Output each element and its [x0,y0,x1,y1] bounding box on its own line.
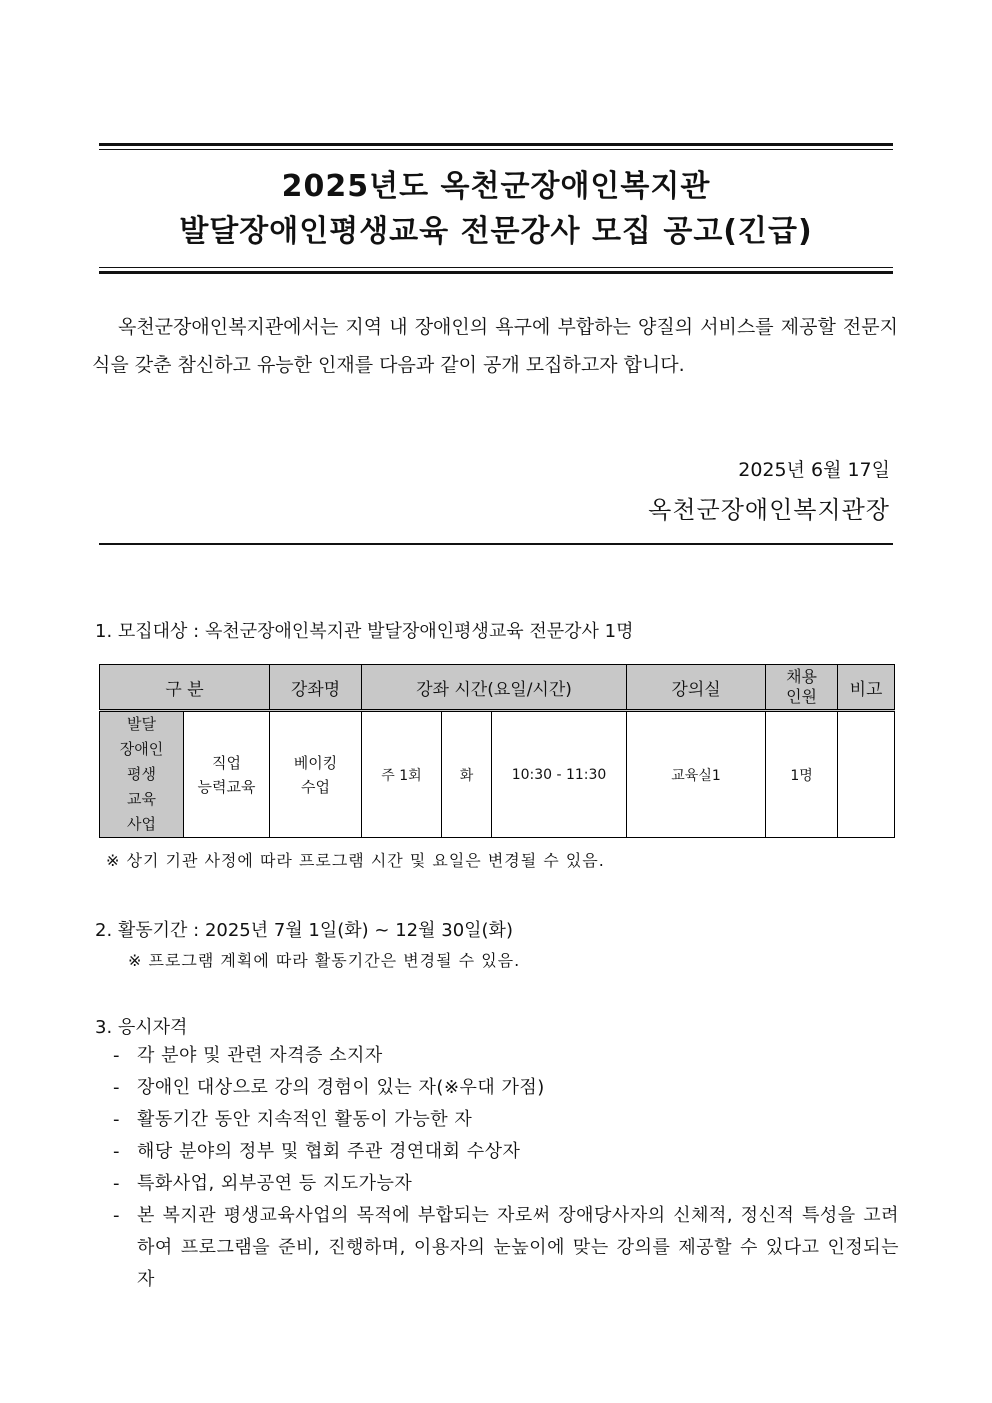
issuer-name: 옥천군장애인복지관장 [648,496,890,524]
cell-course: 베이킹 수업 [270,711,362,838]
header-room: 강의실 [627,665,766,711]
list-item: - 본 복지관 평생교육사업의 목적에 부합되는 자로써 장애당사자의 신체적, 정신적 특성을 고려하여 프로그램을 준비, 진행하며, 이용자의 눈높이에 맞는 강의를 제공할 수 있다고 인정되는 자 [113,1200,899,1296]
cell-frequency: 주 1회 [362,711,442,838]
dash-bullet: - [113,1045,120,1066]
section2-note: ※ 프로그램 계획에 따라 활동기간은 변경될 수 있음. [128,951,521,970]
signature-divider [99,543,893,545]
section2-heading: 2. 활동기간 : 2025년 7월 1일(화) ~ 12월 30일(화) [95,920,513,941]
qualification-list [113,1040,899,1296]
recruitment-table [99,664,895,838]
dash-bullet: - [113,1173,120,1194]
header-time: 강좌 시간(요일/시간) [362,665,627,711]
table-header-row [100,665,895,711]
list-item: - 특화사업, 외부공연 등 지도가능자 [113,1168,899,1200]
dash-bullet: - [113,1077,120,1098]
section3-heading: 3. 응시자격 [95,1017,188,1038]
list-item: - 각 분야 및 관련 자격증 소지자 [113,1040,899,1072]
cell-remark [838,711,895,838]
cell-subcategory: 직업 능력교육 [184,711,270,838]
title-top-rule-thin [99,149,893,150]
header-course: 강좌명 [270,665,362,711]
page-title-line1: 2025년도 옥천군장애인복지관 [281,169,711,204]
dash-bullet: - [113,1109,120,1130]
cell-program: 발달 장애인 평생 교육 사업 [100,711,184,838]
header-hire-count: 채용 인원 [766,665,838,711]
title-bottom-rule-thin [99,267,893,268]
cell-time: 10:30 - 11:30 [492,711,627,838]
announcement-date: 2025년 6월 17일 [738,459,890,481]
dash-bullet: - [113,1205,120,1226]
section1-heading: 1. 모집대상 : 옥천군장애인복지관 발달장애인평생교육 전문강사 1명 [95,621,634,642]
title-bottom-rule-thick [99,271,893,274]
intro-paragraph: 옥천군장애인복지관에서는 지역 내 장애인의 욕구에 부합하는 양질의 서비스를 제공할 전문지식을 갖춘 참신하고 유능한 인재를 다음과 같이 공개 모집하고자 합니다. [92,316,898,376]
cell-day: 화 [442,711,492,838]
page-title-line2: 발달장애인평생교육 전문강사 모집 공고(긴급) [179,214,813,249]
list-item: - 장애인 대상으로 강의 경험이 있는 자(※우대 가점) [113,1072,899,1104]
header-category: 구 분 [100,665,270,711]
list-item: - 활동기간 동안 지속적인 활동이 가능한 자 [113,1104,899,1136]
table-row [100,711,895,838]
cell-room: 교육실1 [627,711,766,838]
header-remark: 비고 [838,665,895,711]
list-item: - 해당 분야의 정부 및 협회 주관 경연대회 수상자 [113,1136,899,1168]
dash-bullet: - [113,1141,120,1162]
section1-note: ※ 상기 기관 사정에 따라 프로그램 시간 및 요일은 변경될 수 있음. [106,851,605,870]
cell-count: 1명 [766,711,838,838]
title-top-rule-thick [99,143,893,146]
